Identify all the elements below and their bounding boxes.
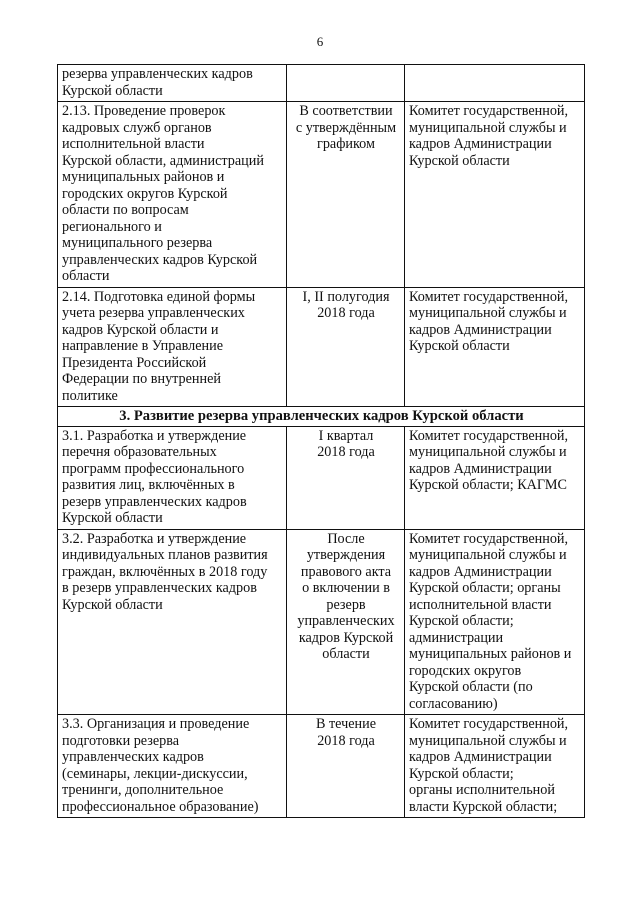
executor-cell: Комитет государственной, муниципальной службы и кадров Администрации Курской области; органы исполнительной власти Курской области; администрации муниципальных районов и городских округов Курской области (по согласованию): [405, 529, 585, 715]
executor-cell: Комитет государственной, муниципальной службы и кадров Администрации Курской области; КАГМС: [405, 426, 585, 529]
task-cell: 3.1. Разработка и утверждение перечня образовательных программ профессионального развития лиц, включённых в резерв управленческих кадров Курской области: [58, 426, 287, 529]
plan-table: [57, 64, 585, 818]
table-row: [58, 529, 585, 715]
term-cell: В соответствии с утверждённым графиком: [287, 102, 405, 288]
term-cell: I, II полугодия 2018 года: [287, 287, 405, 407]
table-row: [58, 65, 585, 102]
plan-table-body: [58, 65, 585, 818]
term-cell: [287, 65, 405, 102]
table-row: [58, 287, 585, 407]
page-number: 6: [316, 34, 324, 49]
executor-cell: Комитет государственной, муниципальной службы и кадров Администрации Курской области: [405, 287, 585, 407]
section-header-row: [58, 407, 585, 427]
executor-cell: Комитет государственной, муниципальной службы и кадров Администрации Курской области: [405, 102, 585, 288]
task-cell: 3.2. Разработка и утверждение индивидуальных планов развития граждан, включённых в 2018 году в резерв управленческих кадров Курской области: [58, 529, 287, 715]
executor-cell: Комитет государственной, муниципальной службы и кадров Администрации Курской области; органы исполнительной власти Курской области;: [405, 715, 585, 818]
task-cell: 2.13. Проведение проверок кадровых служб органов исполнительной власти Курской области, администраций муниципальных районов и городских округов Курской области по вопросам регионального и муниципального резерва управленческих кадров Курской области: [58, 102, 287, 288]
task-cell: 3.3. Организация и проведение подготовки резерва управленческих кадров (семинары, лекции-дискуссии, тренинги, дополнительное профессиональное образование): [58, 715, 287, 818]
task-cell: резерва управленческих кадров Курской области: [58, 65, 287, 102]
term-cell: I квартал 2018 года: [287, 426, 405, 529]
task-cell: 2.14. Подготовка единой формы учета резерва управленческих кадров Курской области и направление в Управление Президента Российской Федерации по внутренней политике: [58, 287, 287, 407]
section-title: 3. Развитие резерва управленческих кадров Курской области: [58, 407, 585, 427]
table-row: [58, 426, 585, 529]
table-row: [58, 102, 585, 288]
term-cell: После утверждения правового акта о включении в резерв управленческих кадров Курской области: [287, 529, 405, 715]
term-cell: В течение 2018 года: [287, 715, 405, 818]
executor-cell: [405, 65, 585, 102]
table-row: [58, 715, 585, 818]
